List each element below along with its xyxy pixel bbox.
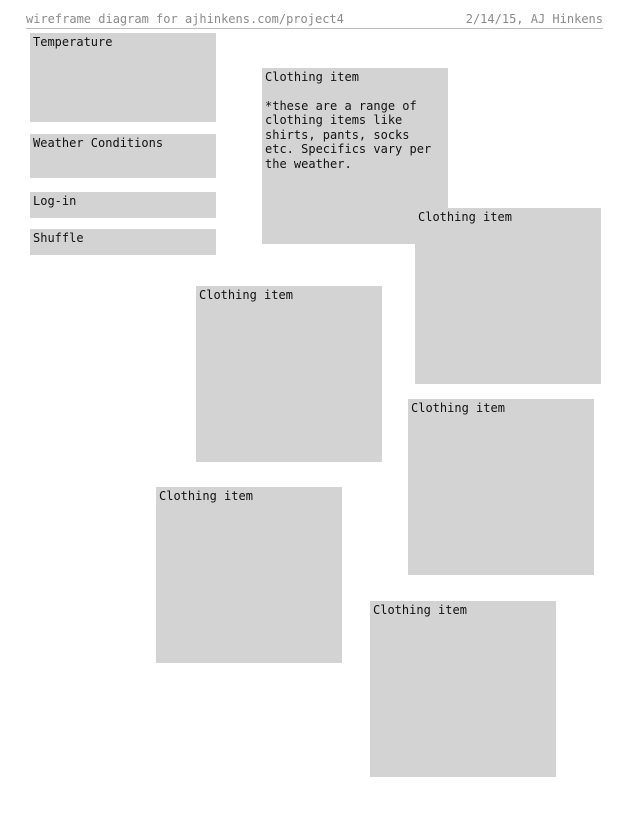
temperature-label: Temperature: [33, 35, 113, 49]
clothing-item-card[interactable]: [408, 399, 594, 575]
temperature-panel: [30, 33, 216, 122]
clothing-item-label: Clothing item: [373, 603, 467, 617]
clothing-item-card[interactable]: [370, 601, 556, 777]
clothing-item-card[interactable]: [156, 487, 342, 663]
shuffle-button[interactable]: [30, 229, 216, 255]
page-header: [26, 12, 603, 29]
clothing-item-label: Clothing item: [418, 210, 512, 224]
weather-conditions-label: Weather Conditions: [33, 136, 164, 150]
clothing-item-label: Clothing item: [265, 70, 359, 84]
login-button[interactable]: [30, 192, 216, 218]
page-meta: 2/14/15, AJ Hinkens: [465, 12, 603, 26]
clothing-item-label: Clothing item: [411, 401, 505, 415]
login-label: Log-in: [33, 194, 77, 208]
clothing-item-card[interactable]: [196, 286, 382, 462]
weather-conditions-panel: [30, 134, 216, 178]
shuffle-label: Shuffle: [33, 231, 84, 245]
clothing-item-note: *these are a range of clothing items like shirts, pants, socks etc. Specifics vary per the weather.: [265, 98, 432, 171]
page-title: wireframe diagram for ajhinkens.com/project4: [26, 12, 344, 26]
clothing-item-label: Clothing item: [159, 489, 253, 503]
clothing-item-card[interactable]: [415, 208, 601, 384]
clothing-item-label: Clothing item: [199, 288, 293, 302]
